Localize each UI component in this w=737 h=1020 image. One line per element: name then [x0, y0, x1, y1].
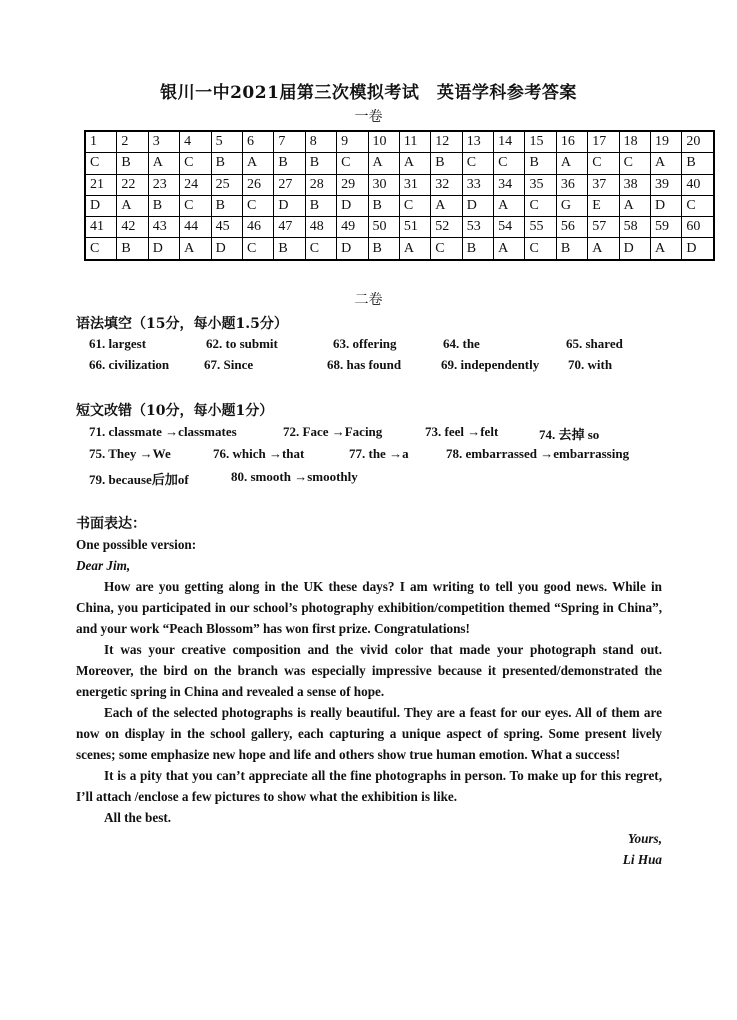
essay-paragraph: It is a pity that you can’t appreciate all the fine photographs in person. To make up for this regret, I’ll attach /enclose a few pictures to show what the exhibition is like.: [76, 768, 662, 804]
question-number-cell: 23: [148, 174, 179, 195]
answer-cell: D: [148, 238, 179, 260]
question-number-cell: 24: [180, 174, 211, 195]
question-number-cell: 41: [85, 217, 117, 238]
grammar-item: 67. Since: [204, 357, 254, 372]
answer-cell: B: [368, 238, 399, 260]
question-number-cell: 34: [494, 174, 525, 195]
question-number-cell: 11: [399, 131, 430, 153]
answer-cell: C: [399, 195, 430, 216]
answer-table: [84, 130, 715, 261]
answer-cell: D: [337, 195, 368, 216]
answer-cell: B: [556, 238, 587, 260]
answer-cell: A: [399, 153, 430, 174]
answer-cell: C: [337, 153, 368, 174]
answer-cell: A: [588, 238, 619, 260]
answer-cell: B: [368, 195, 399, 216]
question-number-cell: 42: [117, 217, 148, 238]
question-number-cell: 25: [211, 174, 242, 195]
question-number-cell: 55: [525, 217, 556, 238]
question-number-cell: 31: [399, 174, 430, 195]
question-number-row: [85, 217, 714, 238]
answer-cell: C: [462, 153, 493, 174]
essay-paragraph: How are you getting along in the UK these days? I am writing to tell you good news. While in China, you participated in our school’s photography exhibition/competition themed “Spring in China”, and your work “Peach Blossom” has won first prize. Congratulations!: [76, 579, 662, 636]
question-number-cell: 60: [682, 217, 714, 238]
correction-item: 73. feel →felt: [425, 424, 499, 439]
question-number-cell: 53: [462, 217, 493, 238]
answer-cell: B: [682, 153, 714, 174]
answer-cell: D: [462, 195, 493, 216]
question-number-cell: 1: [85, 131, 117, 153]
answer-cell: D: [211, 238, 242, 260]
question-number-cell: 57: [588, 217, 619, 238]
correction-item: 80. smooth →smoothly: [231, 469, 358, 484]
answer-cell: A: [368, 153, 399, 174]
question-number-cell: 59: [651, 217, 682, 238]
question-number-cell: 45: [211, 217, 242, 238]
question-number-cell: 27: [274, 174, 305, 195]
question-number-cell: 52: [431, 217, 462, 238]
answer-cell: C: [242, 238, 273, 260]
question-number-cell: 50: [368, 217, 399, 238]
question-number-cell: 9: [337, 131, 368, 153]
question-number-cell: 47: [274, 217, 305, 238]
answer-row: [85, 153, 714, 174]
answer-cell: A: [619, 195, 650, 216]
answer-cell: B: [274, 153, 305, 174]
question-number-cell: 7: [274, 131, 305, 153]
answer-cell: C: [180, 195, 211, 216]
answer-cell: B: [305, 195, 336, 216]
grammar-item: 62. to submit: [206, 336, 278, 351]
answer-cell: A: [494, 238, 525, 260]
question-number-cell: 2: [117, 131, 148, 153]
answer-row: [85, 195, 714, 216]
answer-cell: C: [494, 153, 525, 174]
answer-cell: B: [462, 238, 493, 260]
answer-cell: C: [305, 238, 336, 260]
question-number-cell: 12: [431, 131, 462, 153]
answer-cell: C: [525, 238, 556, 260]
answer-cell: D: [337, 238, 368, 260]
grammar-item: 64. the: [443, 336, 480, 351]
essay-paragraph: Each of the selected photographs is really beautiful. They are a feast for our eyes. All of them are now on display in the school gallery, each capturing a unique aspect of spring. Some present lively scenes; some emphasize new hope and life and others show true human emotion. What a success!: [76, 705, 662, 762]
question-number-cell: 14: [494, 131, 525, 153]
answer-cell: D: [85, 195, 117, 216]
answer-cell: A: [556, 153, 587, 174]
question-number-cell: 4: [180, 131, 211, 153]
answer-cell: C: [682, 195, 714, 216]
question-number-cell: 30: [368, 174, 399, 195]
question-number-cell: 33: [462, 174, 493, 195]
writing-heading: 书面表达：: [76, 516, 146, 532]
question-number-cell: 22: [117, 174, 148, 195]
part2-label: 二卷: [354, 292, 383, 308]
question-number-cell: 56: [556, 217, 587, 238]
answer-cell: A: [117, 195, 148, 216]
question-number-cell: 13: [462, 131, 493, 153]
question-number-cell: 17: [588, 131, 619, 153]
answer-cell: B: [117, 153, 148, 174]
answer-cell: A: [242, 153, 273, 174]
essay-closing: Yours,: [627, 831, 662, 846]
correction-item: 71. classmate →classmates: [89, 424, 237, 439]
question-number-row: [85, 131, 714, 153]
question-number-cell: 10: [368, 131, 399, 153]
part1-label: 一卷: [354, 109, 383, 125]
answer-cell: A: [651, 153, 682, 174]
answer-cell: B: [148, 195, 179, 216]
question-number-cell: 5: [211, 131, 242, 153]
question-number-cell: 54: [494, 217, 525, 238]
grammar-item: 69. independently: [441, 357, 540, 372]
question-number-cell: 43: [148, 217, 179, 238]
essay-version: One possible version:: [76, 537, 197, 552]
answer-cell: C: [525, 195, 556, 216]
question-number-cell: 20: [682, 131, 714, 153]
correction-item: 75. They →We: [89, 446, 171, 461]
essay-paragraph: All the best.: [104, 810, 172, 825]
answer-cell: D: [682, 238, 714, 260]
grammar-item: 66. civilization: [89, 357, 170, 372]
answer-cell: D: [619, 238, 650, 260]
grammar-item: 65. shared: [566, 336, 623, 351]
answer-cell: G: [556, 195, 587, 216]
question-number-cell: 28: [305, 174, 336, 195]
question-number-cell: 37: [588, 174, 619, 195]
answer-cell: C: [85, 153, 117, 174]
correction-item: 79. because后加of: [89, 472, 189, 487]
question-number-cell: 21: [85, 174, 117, 195]
answer-cell: B: [211, 153, 242, 174]
answer-cell: B: [274, 238, 305, 260]
grammar-item: 68. has found: [327, 357, 402, 372]
answer-cell: A: [180, 238, 211, 260]
answer-cell: D: [651, 195, 682, 216]
answer-cell: C: [242, 195, 273, 216]
question-number-cell: 48: [305, 217, 336, 238]
answer-cell: C: [619, 153, 650, 174]
answer-cell: A: [148, 153, 179, 174]
grammar-heading: 语法填空（15分，每小题1.5分）: [76, 316, 288, 332]
question-number-cell: 35: [525, 174, 556, 195]
answer-cell: A: [431, 195, 462, 216]
essay-paragraph: It was your creative composition and the vivid color that made your photograph stand out. Moreover, the bird on the branch was especially impressive because it presented/demonstrated the energetic spring in China and revealed a sense of hope.: [76, 642, 662, 699]
question-number-cell: 49: [337, 217, 368, 238]
correction-heading: 短文改错（10分，每小题1分）: [76, 403, 274, 419]
correction-item: 74. 去掉 so: [539, 427, 600, 442]
question-number-cell: 51: [399, 217, 430, 238]
question-number-cell: 38: [619, 174, 650, 195]
essay-salutation: Dear Jim,: [76, 558, 131, 573]
correction-item: 77. the →a: [349, 446, 409, 461]
answer-cell: C: [588, 153, 619, 174]
answer-cell: A: [494, 195, 525, 216]
answer-cell: E: [588, 195, 619, 216]
essay-signature: Li Hua: [622, 852, 662, 867]
question-number-cell: 32: [431, 174, 462, 195]
question-number-cell: 6: [242, 131, 273, 153]
answer-cell: A: [399, 238, 430, 260]
grammar-item: 61. largest: [89, 336, 147, 351]
correction-item: 76. which →that: [213, 446, 305, 461]
answer-cell: B: [117, 238, 148, 260]
answer-cell: A: [651, 238, 682, 260]
answer-cell: D: [274, 195, 305, 216]
correction-item: 78. embarrassed →embarrassing: [446, 446, 630, 461]
question-number-cell: 29: [337, 174, 368, 195]
question-number-cell: 39: [651, 174, 682, 195]
question-number-cell: 40: [682, 174, 714, 195]
correction-item: 72. Face →Facing: [283, 424, 383, 439]
question-number-cell: 15: [525, 131, 556, 153]
question-number-cell: 19: [651, 131, 682, 153]
question-number-cell: 26: [242, 174, 273, 195]
question-number-cell: 36: [556, 174, 587, 195]
question-number-cell: 58: [619, 217, 650, 238]
grammar-item: 63. offering: [333, 336, 397, 351]
answer-cell: B: [525, 153, 556, 174]
question-number-cell: 44: [180, 217, 211, 238]
question-number-row: [85, 174, 714, 195]
answer-cell: C: [85, 238, 117, 260]
essay-body: [76, 534, 662, 870]
answer-cell: C: [431, 238, 462, 260]
question-number-cell: 8: [305, 131, 336, 153]
answer-cell: B: [305, 153, 336, 174]
answer-row: [85, 238, 714, 260]
answer-cell: B: [431, 153, 462, 174]
grammar-item: 70. with: [568, 357, 613, 372]
answer-cell: C: [180, 153, 211, 174]
question-number-cell: 16: [556, 131, 587, 153]
question-number-cell: 18: [619, 131, 650, 153]
answer-cell: B: [211, 195, 242, 216]
question-number-cell: 3: [148, 131, 179, 153]
question-number-cell: 46: [242, 217, 273, 238]
page-title: 银川一中2021届第三次模拟考试 英语学科参考答案: [160, 83, 577, 103]
